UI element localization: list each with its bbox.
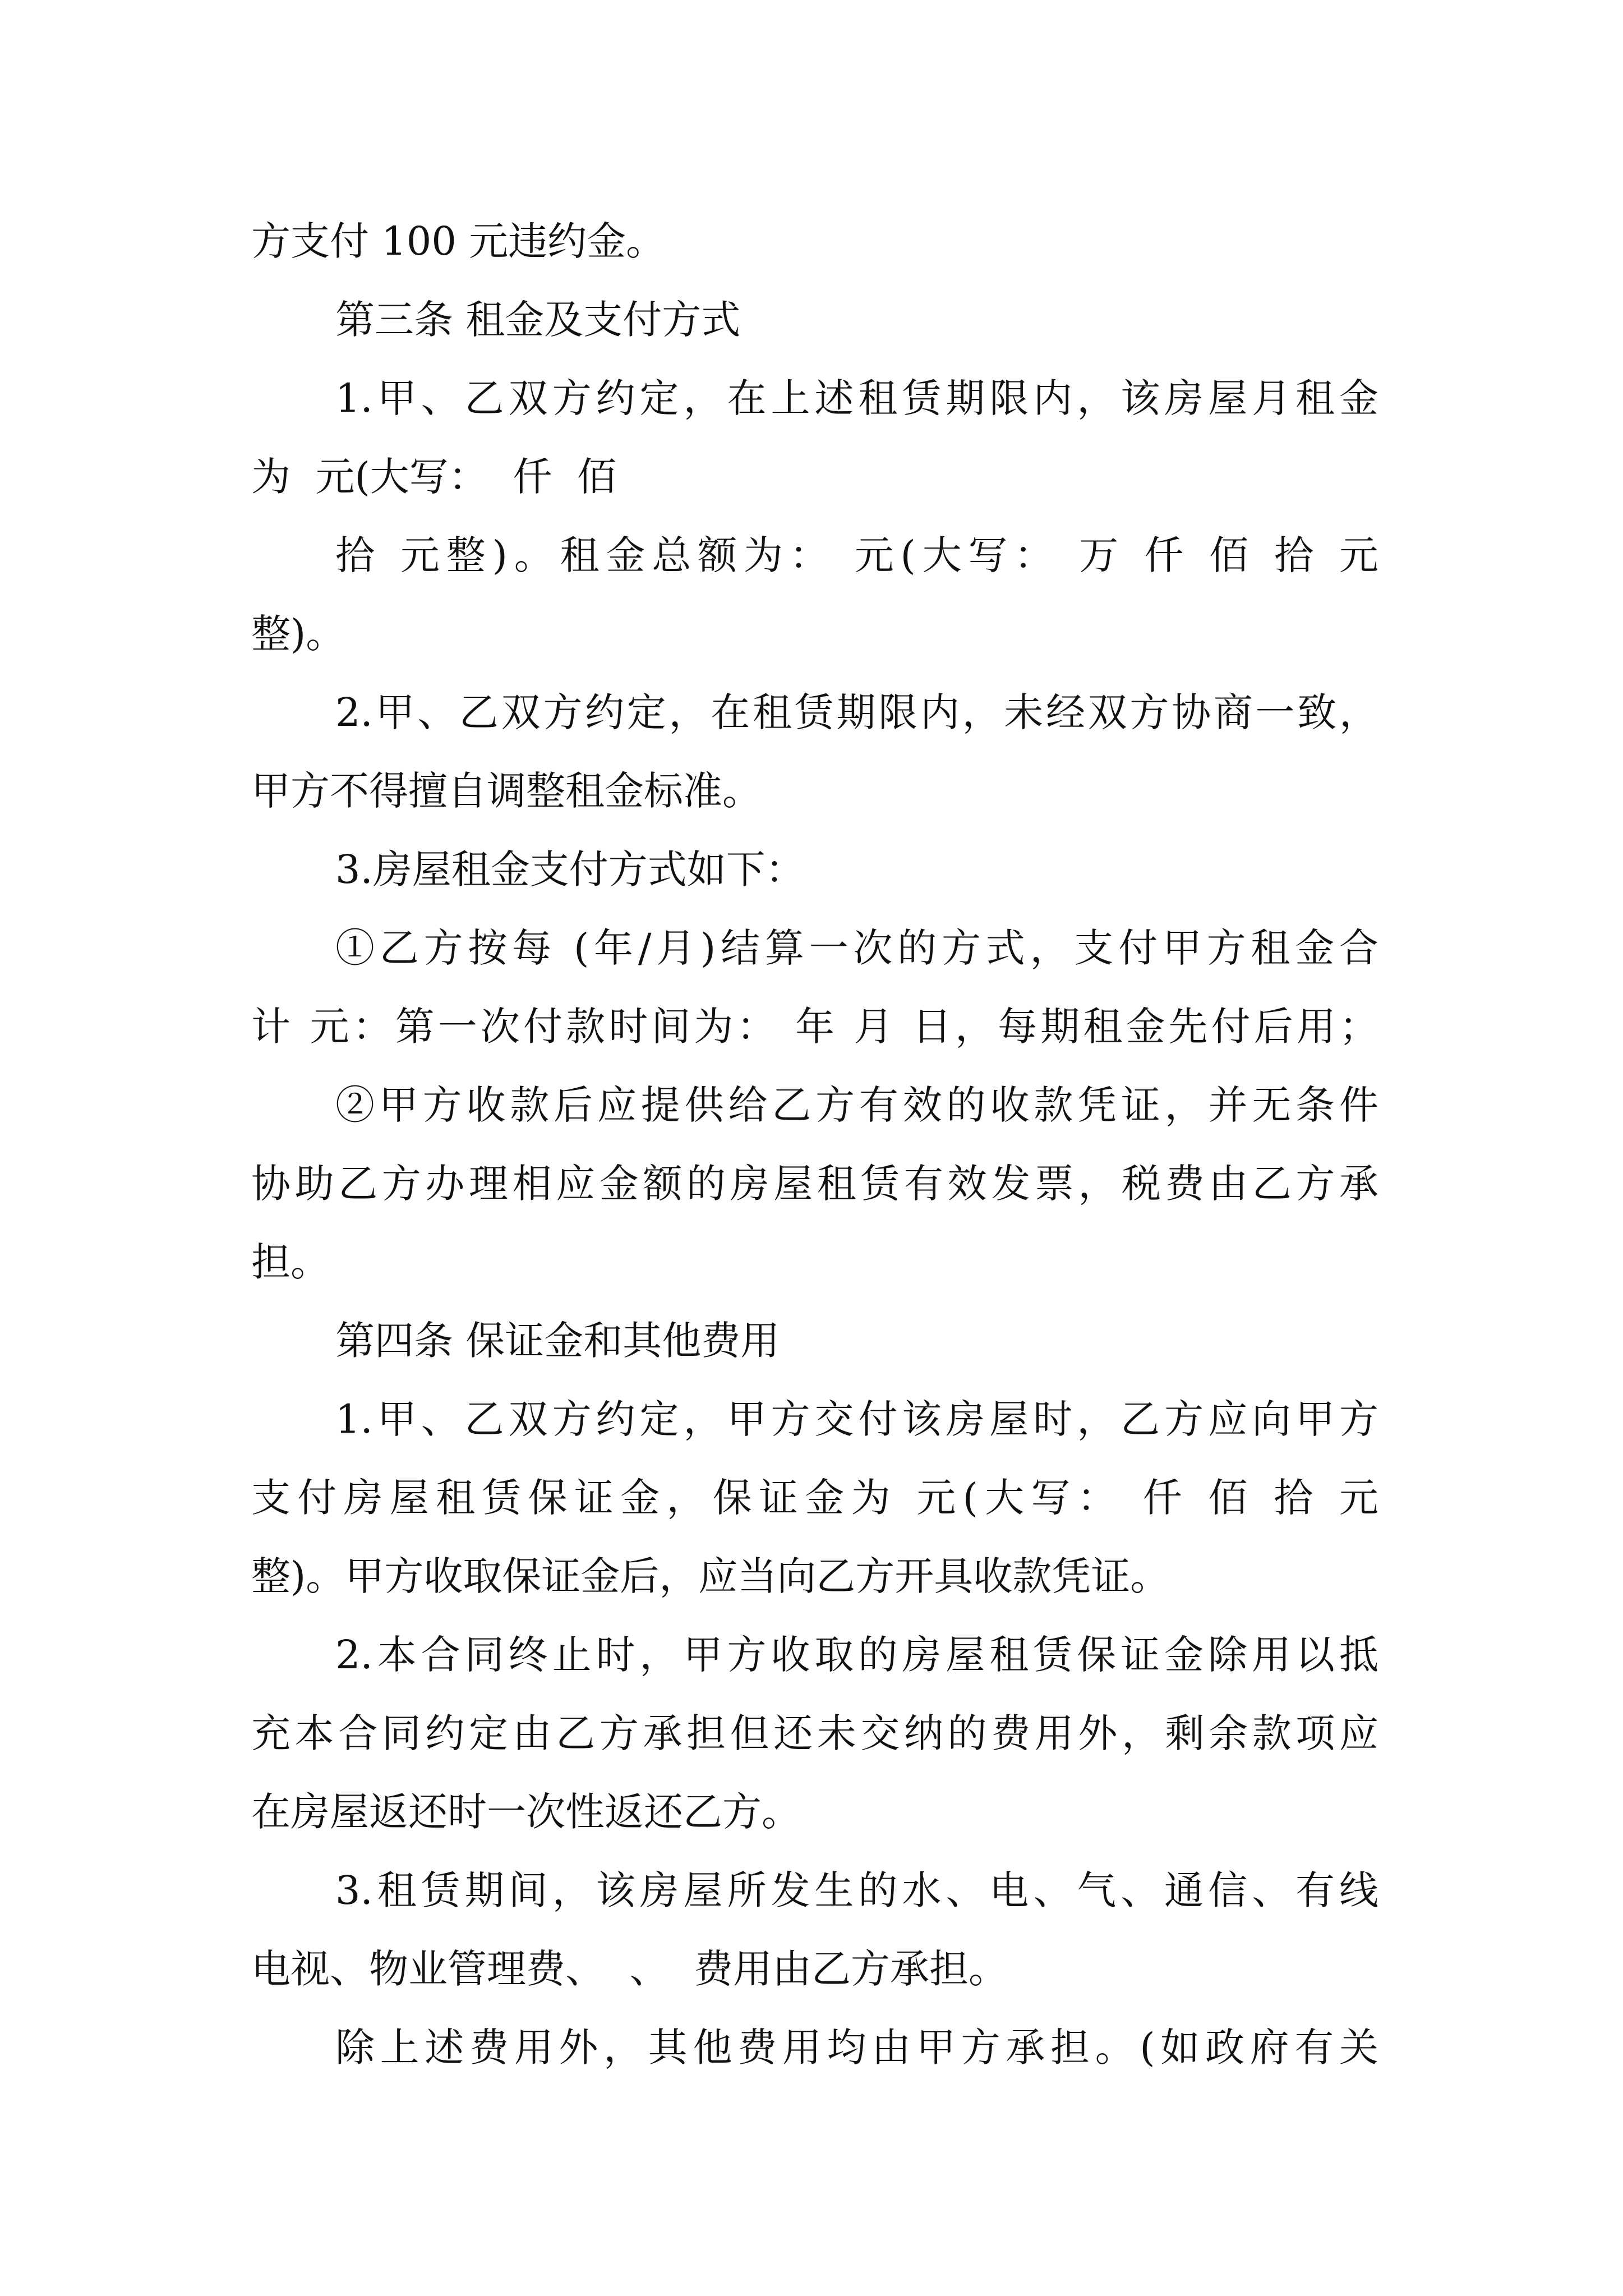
text-line: 1.甲、乙双方约定，甲方交付该房屋时，乙方应向甲方 xyxy=(335,1396,1378,1442)
text-line: 整)。 xyxy=(251,611,345,657)
text-line: 方支付 100 元违约金。 xyxy=(251,218,666,264)
text-line: ②甲方收款后应提供给乙方有效的收款凭证，并无条件 xyxy=(335,1082,1378,1128)
text-line: 甲方不得擅自调整租金标准。 xyxy=(251,768,762,814)
text-line: 在房屋返还时一次性返还乙方。 xyxy=(251,1789,801,1835)
text-line: 支付房屋租赁保证金，保证金为 元(大写： 仟 佰 拾 元 xyxy=(251,1475,1378,1521)
text-line: 除上述费用外，其他费用均由甲方承担。(如政府有关 xyxy=(335,2024,1378,2070)
text-line: ①乙方按每 (年/月)结算一次的方式，支付甲方租金合 xyxy=(335,925,1378,971)
text-line: 整)。甲方收取保证金后，应当向乙方开具收款凭证。 xyxy=(251,1553,1170,1599)
text-line: 为 元(大写： 仟 佰 xyxy=(251,454,616,500)
text-line: 协助乙方办理相应金额的房屋租赁有效发票，税费由乙方承 xyxy=(251,1161,1378,1207)
text-line: 充本合同约定由乙方承担但还未交纳的费用外，剩余款项应 xyxy=(251,1710,1378,1756)
text-line: 2.本合同终止时，甲方收取的房屋租赁保证金除用以抵 xyxy=(335,1632,1378,1678)
text-line: 电视、物业管理费、 、 费用由乙方承担。 xyxy=(251,1946,1008,1992)
text-line: 2.甲、乙双方约定，在租赁期限内，未经双方协商一致， xyxy=(335,689,1378,735)
text-line: 拾 元整)。租金总额为： 元(大写： 万 仟 佰 拾 元 xyxy=(335,532,1378,578)
text-line: 计 元：第一次付款时间为： 年 月 日，每期租金先付后用； xyxy=(251,1004,1378,1050)
text-line: 1.甲、乙双方约定，在上述租赁期限内，该房屋月租金 xyxy=(335,375,1378,421)
text-line: 3.房屋租金支付方式如下： xyxy=(335,846,805,892)
text-line: 担。 xyxy=(251,1239,330,1285)
section-heading: 第四条 保证金和其他费用 xyxy=(335,1318,780,1364)
text-line: 3.租赁期间，该房屋所发生的水、电、气、通信、有线 xyxy=(335,1867,1378,1913)
section-heading: 第三条 租金及支付方式 xyxy=(335,297,741,343)
